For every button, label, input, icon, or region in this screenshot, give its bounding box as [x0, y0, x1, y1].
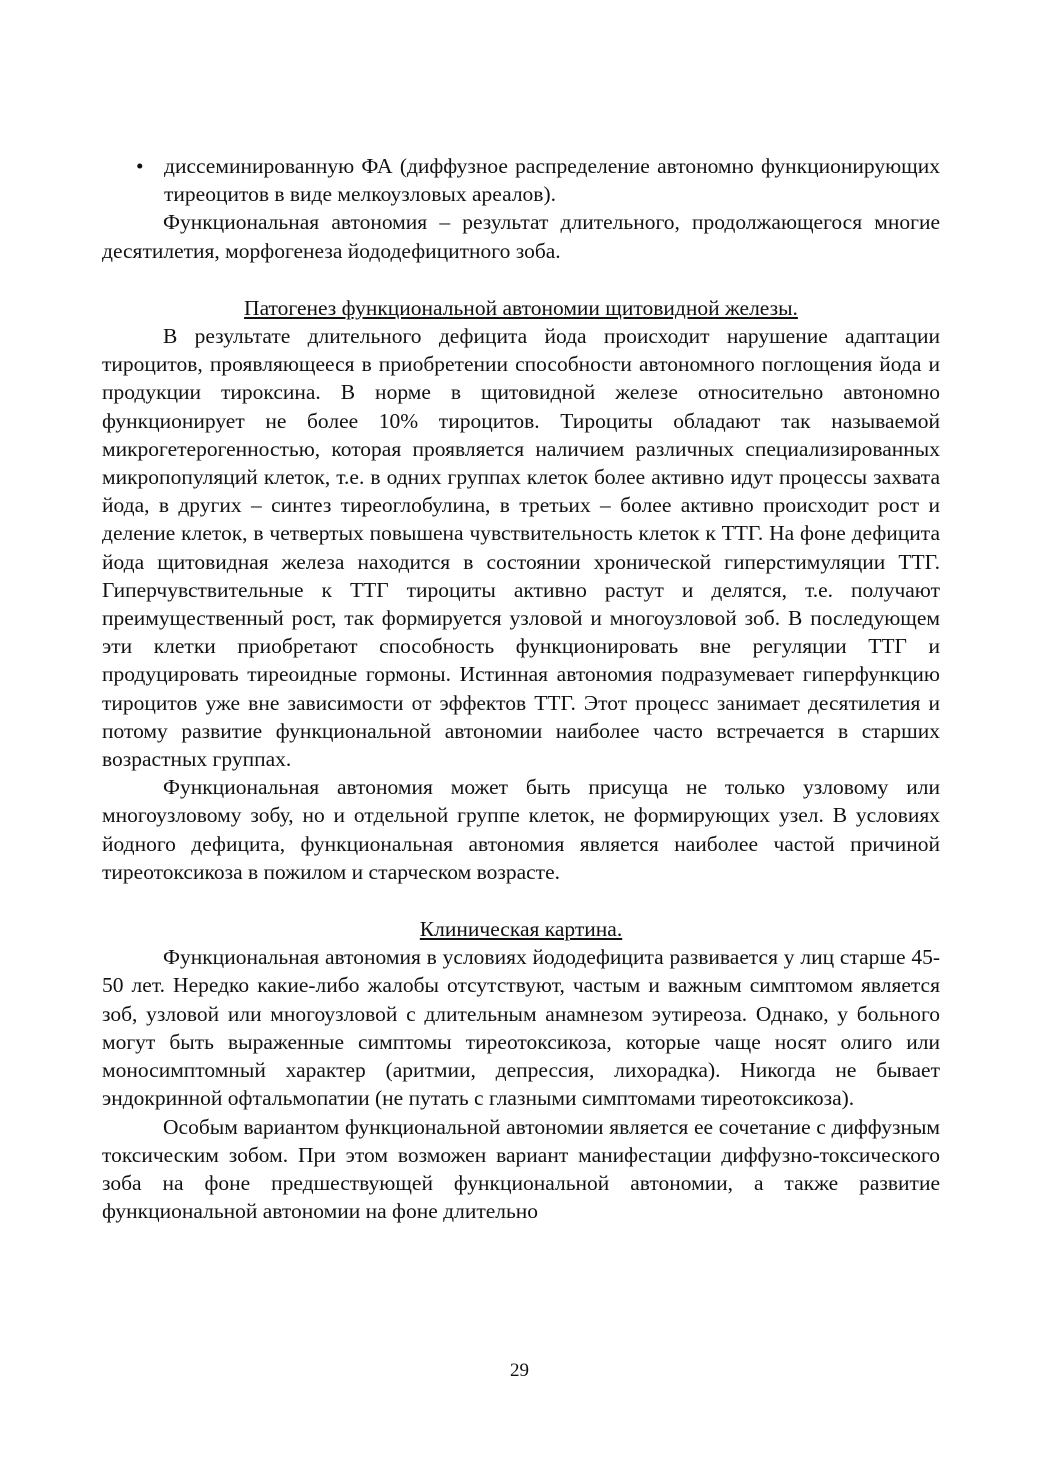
bullet-mark: •: [136, 154, 144, 178]
document-page: [102, 152, 940, 1225]
clinical-paragraph-2: Особым вариантом функциональной автономии является ее сочетание с диффузным токсическим зобом. При этом возможен вариант манифестации диффузно-токсического зоба на фоне предшествующей функциональной автономии, а также развитие функциональной автономии на фоне длительно: [102, 1114, 940, 1224]
section-heading-clinical: Клиническая картина.: [419, 917, 623, 942]
clinical-paragraph-1: Функциональная автономия в условиях йододефицита развивается у лиц старше 45-50 лет. Нередко какие-либо жалобы отсутствуют, частым и важным симптомом является зоб, узловой или многоузловой с длительным анамнезом эутиреоза. Однако, у больного могут быть выраженные симптомы тиреотоксикоза, которые чаще носят олиго или моносимптомный характер (аритмии, депрессия, лихорадка). Никогда не бывает эндокринной офтальмопатии (не путать с глазными симптомами тиреотоксикоза).: [102, 945, 940, 1111]
bullet-text: диссеминированную ФА (диффузное распределение автономно функционирующих тиреоцитов в виде мелкоузловых ареалов).: [164, 154, 940, 207]
bullet-item: [102, 152, 940, 208]
section-heading-pathogenesis: Патогенез функциональной автономии щитовидной железы.: [244, 295, 798, 320]
pathogenesis-paragraph-2: Функциональная автономия может быть присуща не только узловому или многоузловому зобу, но и отдельной группе клеток, не формирующих узел. В условиях йодного дефицита, функциональная автономия является наиболее частой причиной тиреотоксикоза в пожилом и старческом возрасте.: [102, 775, 940, 884]
intro-paragraph: Функциональная автономия – результат длительного, продолжающегося многие десятилетия, морфогенеза йододефицитного зоба.: [102, 210, 940, 263]
page-number: 29: [510, 1360, 529, 1381]
pathogenesis-paragraph-1: В результате длительного дефицита йода происходит нарушение адаптации тироцитов, проявляющееся в приобретении способности автономного поглощения йода и продукции тироксина. В норме в щитовидной железе относительно автономно функционирует не более 10% тироцитов. Тироциты обладают так называемой микрогетерогенностью, которая проявляется наличием различных специализированных микропопуляций клеток, т.е. в одних группах клеток более активно идут процессы захвата йода, в других – синтез тиреоглобулина, в третьих – более активно происходит рост и деление клеток, в четвертых повышена чувствительность клеток к ТТГ. На фоне дефицита йода щитовидная железа находится в состоянии хронической гиперстимуляции ТТГ. Гиперчувствительные к ТТГ тироциты активно растут и делятся, т.е. получают преимущественный рост, так формируется узловой и многоузловой зоб. В последующем эти клетки приобретают способность функционировать вне регуляции ТТГ и продуцировать тиреоидные гормоны. Истинная автономия подразумевает гиперфункцию тироцитов уже вне зависимости от эффектов ТТГ. Этот процесс занимает десятилетия и потому развитие функциональной автономии наиболее часто встречается в старших возрастных группах.: [102, 324, 940, 772]
